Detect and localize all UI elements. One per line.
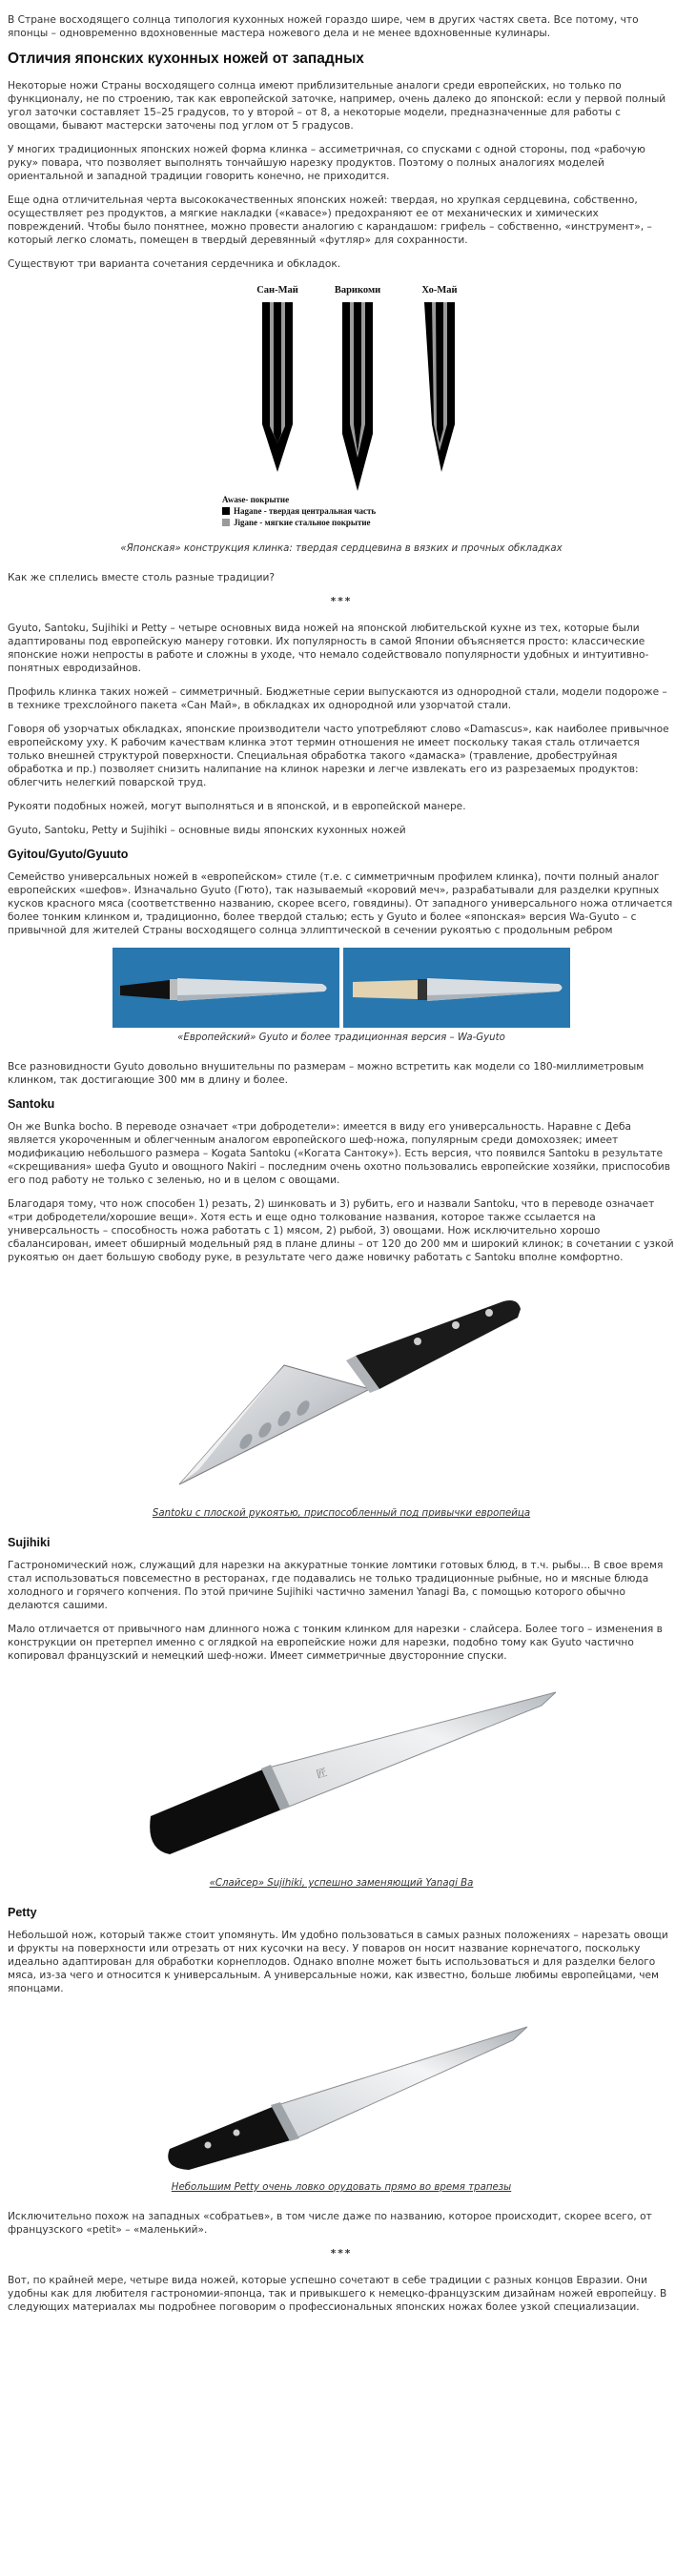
paragraph: Благодаря тому, что нож способен 1) резать, 2) шинковать и 3) рубить, его и назвали Santoku, что в переводе означает «три добродетели/хорошие вещи». Хотя есть и еще одно толкование названия, которое также ссылается на универсальность – способность ножа работать с 1) мясом, 2) рыбой, 3) овощами. Нож исключительно хорошо сбалансирован, имеет обширный модельный ряд в плане длины – от 120 до 200 мм и широкий клинок; в сочетании с узкой рукоятью он дает большую свободу руке, в результате чего даже новичку работать с Santoku вполне комфортно. <box>8 1198 674 1263</box>
paragraph: Небольшой нож, который также стоит упомянуть. Им удобно пользоваться в самых разных положениях – нарезать овощи и фрукты на поверхности или отрезать от них кусочки на весу. У поваров он носит название корнечатого, поскольку идеально адаптирован для обработки корнеплодов. Однако вполне может быть использоваться и для разделки белого мяса, из-за чего и относится к универсальным. А универсальные ножи, как известно, больше любимы европейцами, чем японцами. <box>8 1930 668 1994</box>
separator: *** <box>330 2248 353 2259</box>
legend-jigane: Jigane - мягкие стальное покрытие <box>234 518 371 527</box>
blade-construction-diagram <box>184 281 499 539</box>
section-heading-differences: Отличия японских кухонных ножей от западных <box>8 51 364 67</box>
petty-photo <box>151 2006 532 2177</box>
legend-swatch-gray <box>222 519 230 526</box>
paragraph: Семейство универсальных ножей в «европейском» стиле (т.е. с симметричным профилем клинка), почти полный аналог европейских «шефов». Изначально Gyuto (Гюто), так называемый «коровий меч», разрабатывали для разделки крупных кусков красного мяса (соответственно названию, скорее всего, говядины). От западного универсального ножа отличается более тонким клинком и, традиционно, более твердой сталью; есть у Gyuto и более «японская» версия Wa-Gyuto – с привычной для жителей Страны восходящего солнца эллиптической в сечении рукоятью с продольным ребром <box>8 871 673 936</box>
figure-caption: «Европейский» Gyuto и более традиционная версия – Wa-Gyuto <box>177 1032 505 1043</box>
label-san-mai: Сан-Май <box>256 285 298 296</box>
paragraph: Гастрономический нож, служащий для нарезки на аккуратные тонкие ломтики готовых блюд, в т.ч. рыбы... В свое время стал использоваться повсеместно в ресторанах, где подавались не только традиционные рыбные, но и мясные блюда холодного и горячего копчения. По этой причине Sujihiki частично заменил Yanagi Ba, с помощью которого обычно делаются сашими. <box>8 1560 664 1611</box>
paragraph: У многих традиционных японских ножей форма клинка – ассиметричная, со спусками с одной стороны, под «рабочую руку» повара, что позволяет выполнять тончайшую нарезку продуктов. Поэтому о полных аналогиях моделей ориентальной и западной традиции говорить конечно, не приходится. <box>8 144 645 182</box>
section-heading-petty: Petty <box>8 1906 37 1919</box>
paragraph: Существуют три варианта сочетания сердечника и обкладок. <box>8 258 341 270</box>
section-heading-sujihiki: Sujihiki <box>8 1536 51 1549</box>
label-ho-mai: Хо-Май <box>421 285 458 296</box>
separator: *** <box>330 596 353 607</box>
figure-caption: «Слайсер» Sujihiki, успешно заменяющий Yanagi Ba <box>209 1878 474 1889</box>
paragraph: Вот, по крайней мере, четыре вида ножей, которые успешно сочетают в себе традиции с разных концов Евразии. Они удобны как для любителя гастрономии-японца, так и привыкшего к немецко-французским дизайнам ножей европейцу. В следующих материалах мы подробнее поговорим о профессиональных японских ножах более узкой специализации. <box>8 2275 667 2313</box>
santoku-photo <box>141 1275 542 1503</box>
paragraph: Все разновидности Gyuto довольно внушительны по размерам – можно встретить как модели со 180-миллиметровым клинком, так достигающие 300 мм в длину и более. <box>8 1061 645 1086</box>
label-warikomi: Варикоми <box>334 285 381 296</box>
figure-caption: Santoku с плоской рукоятью, приспособленный под привычки европейца <box>152 1508 531 1519</box>
legend-awase: Awase- покрытие <box>222 495 290 504</box>
paragraph: Еще одна отличительная черта высококачественных японских ножей: твердая, но хрупкая сердцевина, собственно, осуществляет рез продуктов, а мягкие накладки («кавасе») предохраняют ее от механических и химических повреждений. Чтобы было понятнее, можно провести аналогию с карандашом: грифель – собственно, «инструмент», – который легко сломать, помещен в твердый деревянный «футляр» для сохранности. <box>8 194 652 246</box>
paragraph: Как же сплелись вместе столь разные традиции? <box>8 572 276 583</box>
paragraph: Мало отличается от привычного нам длинного ножа с тонким клинком для нарезки - слайсера. Более того – изменения в конструкции он претерпел именно с оглядкой на европейские ножи для нарезки, подобно тому как Gyuto частично копировал французский и немецкий шеф-ножи. Имеет симметричные двусторонние спуски. <box>8 1624 663 1662</box>
svg-text:匠: 匠 <box>315 1767 329 1781</box>
section-heading-gyuto: Gyitou/Gyuto/Gyuuto <box>8 848 129 861</box>
warikomi-blade-icon <box>342 302 373 491</box>
gyuto-wa-photo <box>343 948 570 1028</box>
paragraph: Он же Bunka bocho. В переводе означает «три добродетели»: имеется в виду его универсальность. Наравне с Деба является укороченным и облегченным аналогом европейского шеф-ножа, популярным среди домохозяек; имеет модификацию небольшого размера – Kogata Santoku («Когата Сантоку»). Есть версия, что появился Santoku в результате «скрещивания» шефа Gyuto и овощного Nakiri – последним очень охотно пользовались европейские хозяйки, приспособив его под работу не только с зеленью, но и в целом с овощами. <box>8 1121 671 1186</box>
legend-hagane: Hagane - твердая центральная часть <box>234 506 377 516</box>
paragraph: Профиль клинка таких ножей – симметричный. Бюджетные серии выпускаются из однородной стали, модели подороже – в технике трехслойного пакета «Сан Май», в обкладках их однородной или узорчатой стали. <box>8 686 667 711</box>
gyuto-european-photo <box>113 948 339 1028</box>
figure-caption: Небольшим Petty очень ловко орудовать прямо во время трапезы <box>171 2182 512 2193</box>
paragraph: Исключительно похож на западных «собратьев», в том числе даже по названию, которое происходит, скорее всего, от французского «petit» – «маленький». <box>8 2211 652 2236</box>
article <box>0 13 689 2314</box>
paragraph: Говоря об узорчатых обкладках, японские производители часто употребляют слово «Damascus», как наиболее привычное европейскому уху. К рабочим качествам клинка этот термин отношения не имеет поскольку такая сталь отличается только внешней структурой поверхности. Специальная обработка такого «дамаска» (травление, дробеструйная обработка и пр.) позволяет снизить налипание на клинок нарезки и легче извлекать его из разрезаемых продуктов: облегчить нелегкий поварской труд. <box>8 724 669 788</box>
gyuto-photos <box>113 948 570 1028</box>
sujihiki-photo <box>122 1673 561 1873</box>
san-mai-blade-icon <box>262 302 293 472</box>
figure-caption: «Японская» конструкция клинка: твердая сердцевина в вязких и прочных обкладках <box>120 543 563 554</box>
paragraph: Gyuto, Santoku, Petty и Sujihiki – основные виды японских кухонных ножей <box>8 825 406 836</box>
paragraph: Рукояти подобных ножей, могут выполняться и в японской, и в европейской манере. <box>8 801 466 812</box>
legend-swatch-black <box>222 507 230 515</box>
intro-paragraph: В Стране восходящего солнца типология кухонных ножей гораздо шире, чем в других частях света. Все потому, что японцы – одновременно вдохновенные мастера ножевого дела и не менее вдохновенные кулинары. <box>8 14 639 39</box>
ho-mai-blade-icon <box>424 302 455 472</box>
paragraph: Gyuto, Santoku, Sujihiki и Petty – четыре основных вида ножей на японской любительской кухне из тех, которые были адаптированы под европейскую манеру готовки. Их популярность в самой Японии объясняется просто: классические японские ножи непросты в работе и сложны в уходе, что немало содействовало популярности удобных и интуитивно-понятных евродизайнов. <box>8 623 649 674</box>
paragraph: Некоторые ножи Страны восходящего солнца имеют приблизительные аналоги среди европейских, но только по функционалу, не по строению, так как европейской заточке, например, очень далеко до японской: если у первой полный угол заточки составляет 15–25 градусов, то у второй – от 8, а некоторые модели, предназначенные для работы с овощами, бывают мастерски заточены под углом от 5 градусов. <box>8 80 666 132</box>
section-heading-santoku: Santoku <box>8 1097 55 1111</box>
